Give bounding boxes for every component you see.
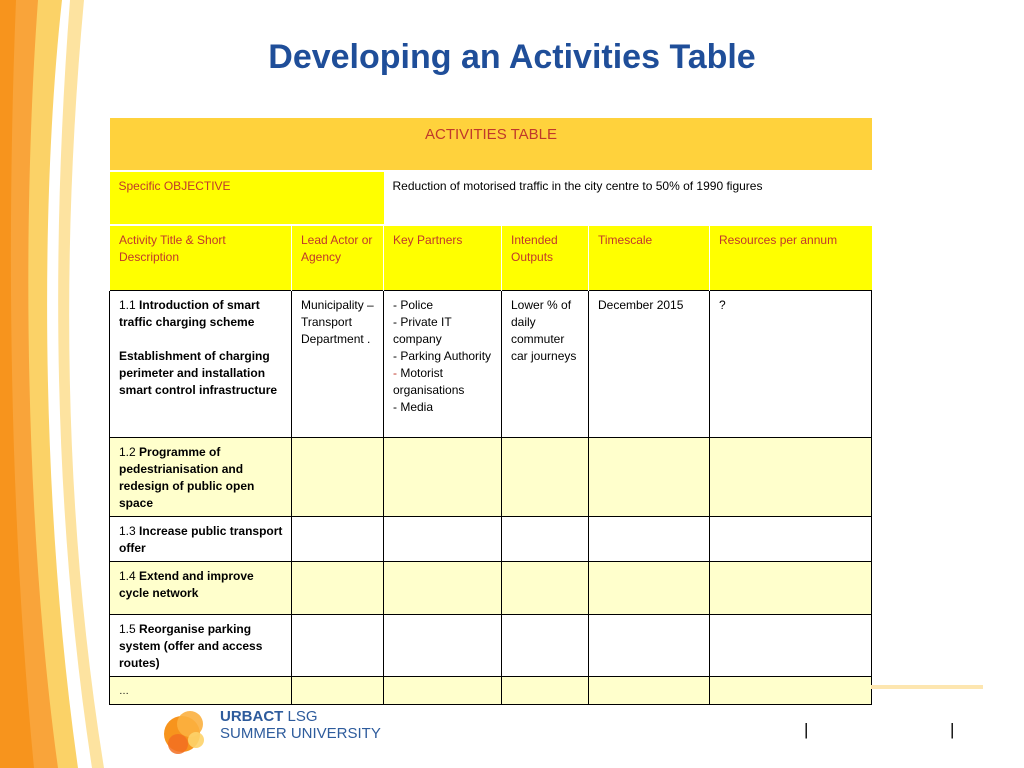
table-row	[110, 615, 872, 677]
objective-text: Reduction of motorised traffic in the city centre to 50% of 1990 figures	[384, 171, 872, 225]
logo-text-line1: URBACT LSG	[220, 708, 318, 725]
column-header: Activity Title & Short Description	[110, 225, 292, 291]
activity-cell	[110, 562, 292, 615]
table-row	[110, 677, 872, 705]
table-header: ACTIVITIES TABLE	[110, 118, 872, 171]
timescale-cell: December 2015	[589, 291, 710, 438]
column-header: Lead Actor or Agency	[292, 225, 384, 291]
activity-number: 1.5	[119, 622, 136, 636]
partner-dash: -	[393, 366, 397, 380]
lead-actor-cell: Municipality – Transport Department .	[292, 291, 384, 438]
activities-table	[109, 118, 872, 705]
activity-title: Extend and improve cycle network	[119, 569, 254, 600]
table-row	[110, 517, 872, 562]
activity-description: Establishment of charging perimeter and installation smart control infrastructure	[119, 349, 278, 397]
footer-mark: |	[804, 720, 809, 739]
logo-text-line2: SUMMER UNIVERSITY	[220, 725, 381, 742]
column-header: Resources per annum	[710, 225, 872, 291]
table-row	[110, 562, 872, 615]
activity-title: Increase public transport offer	[119, 524, 283, 555]
urbact-logo	[160, 704, 390, 760]
activity-number: 1.4	[119, 569, 136, 583]
activity-number: 1.1	[119, 298, 136, 312]
activity-title: Programme of pedestrianisation and redesign of public open space	[119, 445, 255, 510]
activity-title: Introduction of smart traffic charging scheme	[119, 298, 260, 329]
partner-item: - Motorist organisations	[393, 366, 465, 397]
activity-title: Reorganise parking system (offer and access routes)	[119, 622, 263, 670]
decorative-line	[871, 685, 983, 689]
outputs-cell: Lower % of daily commuter car journeys	[502, 291, 589, 438]
partner-item: - Media	[393, 400, 434, 414]
partner-item: - Private IT company	[393, 315, 452, 346]
decorative-swoosh	[0, 0, 110, 768]
column-header: Timescale	[589, 225, 710, 291]
footer-mark: |	[950, 720, 955, 739]
partner-item: - Parking Authority	[393, 349, 492, 363]
activity-cell	[110, 517, 292, 562]
urbact-logo-icon	[160, 704, 216, 760]
key-partners-cell	[384, 291, 502, 438]
resources-cell: ?	[710, 291, 872, 438]
objective-label: Specific OBJECTIVE	[110, 171, 384, 225]
slide-title: Developing an Activities Table	[268, 38, 756, 76]
activity-number: 1.3	[119, 524, 136, 538]
activity-number: 1.2	[119, 445, 136, 459]
activity-cell	[110, 615, 292, 677]
column-header: Key Partners	[384, 225, 502, 291]
activity-cell	[110, 291, 292, 438]
activity-cell: …	[110, 677, 292, 705]
table-row	[110, 438, 872, 517]
column-header: Intended Outputs	[502, 225, 589, 291]
table-row	[110, 291, 872, 438]
partner-item: - Police	[393, 298, 434, 312]
activity-cell	[110, 438, 292, 517]
